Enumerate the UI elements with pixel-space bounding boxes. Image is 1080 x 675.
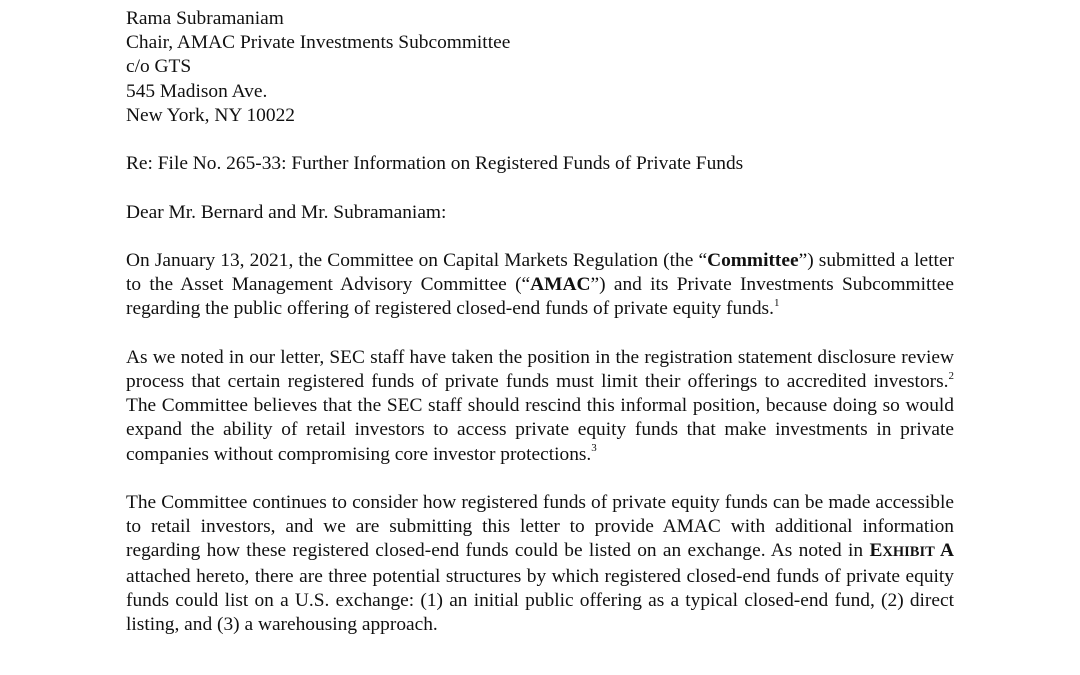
paragraph-2-text: As we noted in our letter, SEC staff have taken the position in the registration statement disclosure review process that certain registered funds of private funds must limit their offerings to accredited investors. [126, 346, 954, 392]
letter-page [126, 7, 954, 637]
footnote-ref-1[interactable]: 1 [773, 296, 780, 309]
exhibit-letter: A [934, 540, 955, 562]
paragraph-3-text: The Committee continues to consider how registered funds of private equity funds can be made accessible to retail investors, and we are submitting this letter to provide AMAC with additional information regarding how these registered closed-end funds could be listed on an exchange. As noted in [126, 491, 954, 562]
defined-term-amac: AMAC [530, 274, 591, 296]
exhibit-smallcaps: XHIBIT [882, 544, 935, 561]
paragraph-1 [126, 249, 954, 322]
exhibit-initial: E [869, 540, 883, 562]
recipient-care-of: c/o GTS [126, 56, 192, 78]
defined-term-committee: Committee [707, 249, 799, 271]
paragraph-1-text: ”) and its Private Investments Subcommittee regarding the public offering of registered closed-end funds of private equity funds. [126, 274, 954, 320]
exhibit-a-reference [869, 540, 954, 561]
recipient-city: New York, NY 10022 [126, 104, 295, 126]
recipient-address [126, 7, 954, 128]
paragraph-3 [126, 491, 954, 637]
paragraph-2 [126, 346, 954, 467]
paragraph-1-text: On January 13, 2021, the Committee on Capital Markets Regulation (the “ [126, 249, 708, 271]
footnote-ref-2[interactable]: 2 [948, 369, 954, 382]
subject-line: Re: File No. 265-33: Further Information on Registered Funds of Private Funds [126, 153, 744, 175]
paragraph-3-text: attached hereto, there are three potential structures by which registered closed-end funds of private equity funds could list on a U.S. exchange: (1) an initial public offering as a typical closed-end fund, (2) direct listing, and (3) a warehousing approach. [126, 565, 954, 635]
paragraph-1-text: ”) submitted a letter to the Asset Management Advisory Committee (“ [126, 249, 955, 296]
footnote-ref-3[interactable]: 3 [591, 442, 597, 455]
paragraph-2-text: The Committee believes that the SEC staff should rescind this informal position, because doing so would expand the ability of retail investors to access private equity funds that make investments in private companies without compromising core investor protections. [126, 395, 954, 465]
recipient-street: 545 Madison Ave. [126, 80, 268, 102]
recipient-name: Rama Subramaniam [126, 8, 284, 29]
salutation: Dear Mr. Bernard and Mr. Subramaniam: [126, 201, 447, 223]
recipient-title: Chair, AMAC Private Investments Subcommittee [126, 32, 511, 54]
